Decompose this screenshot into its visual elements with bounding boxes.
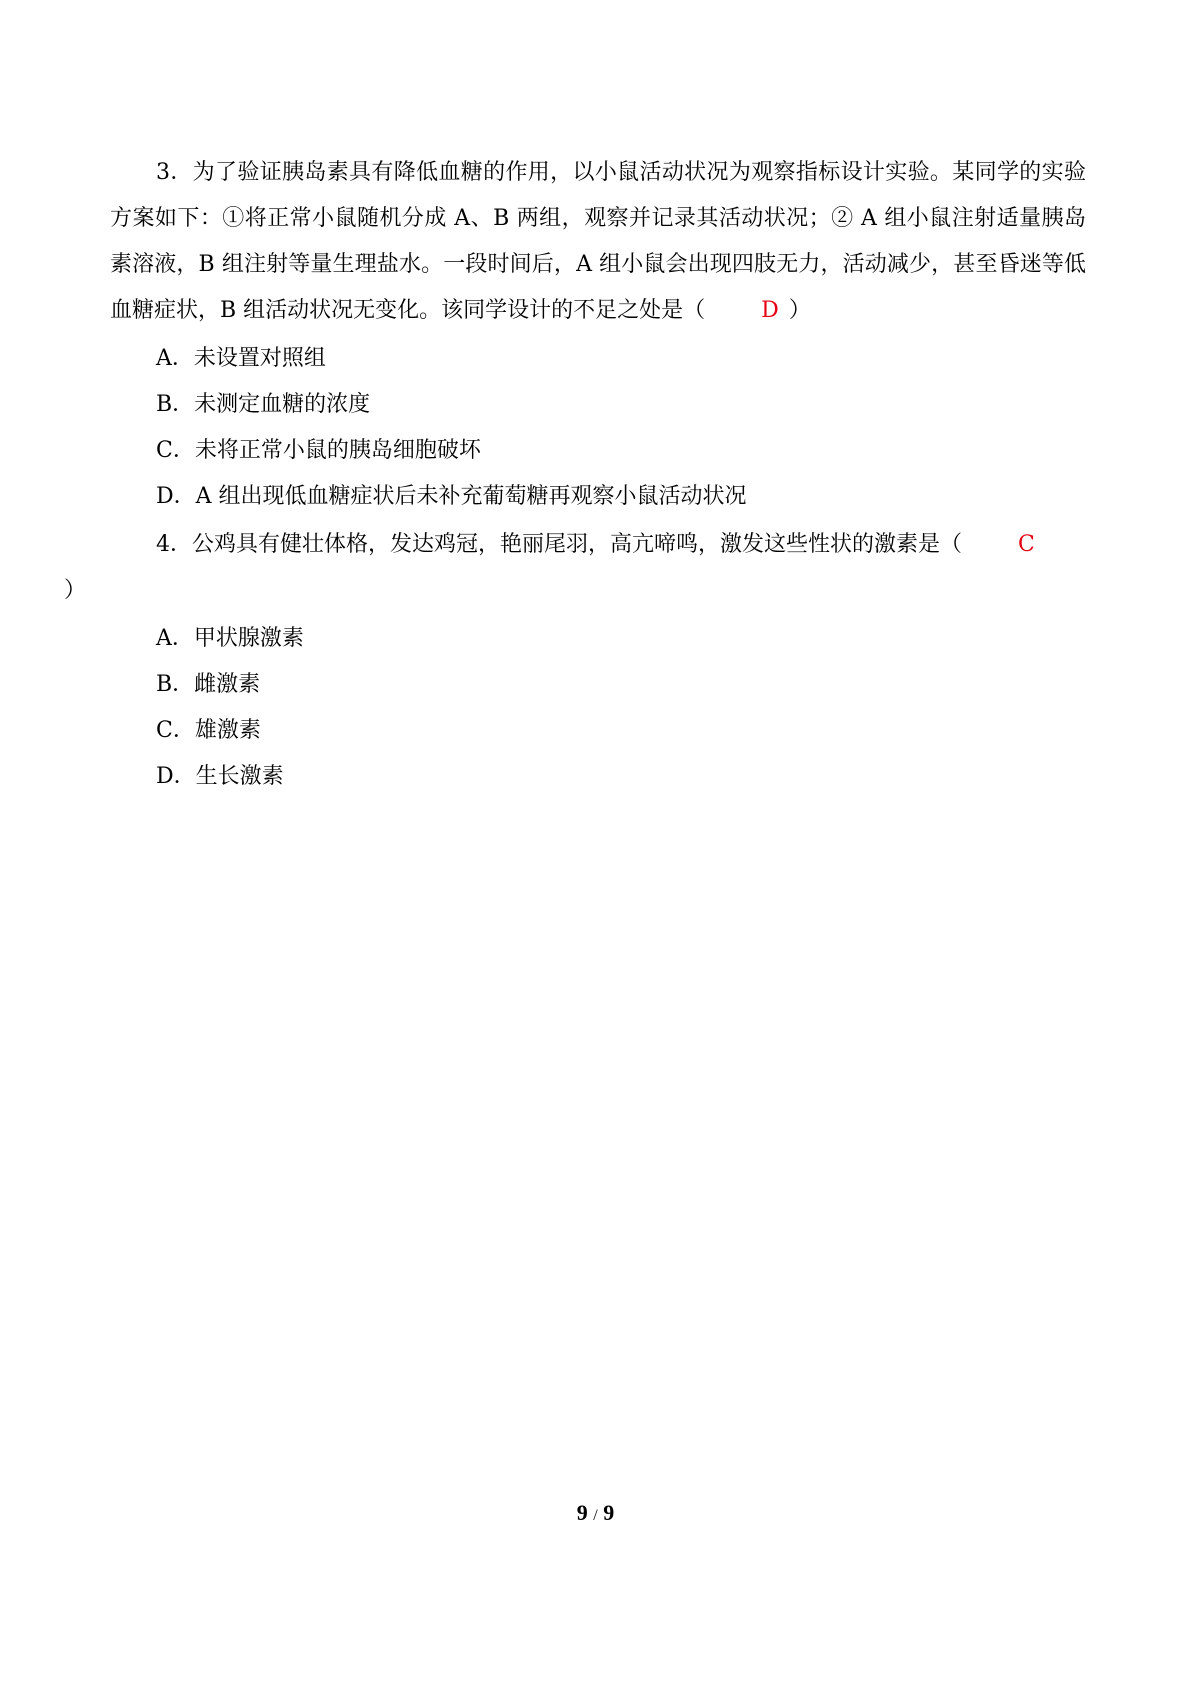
page-number-separator: / — [593, 1507, 598, 1524]
question-3-option-a: A．未设置对照组 — [156, 346, 326, 371]
question-4-text: 4．公鸡具有健壮体格，发达鸡冠，艳丽尾羽，高亢啼鸣，激发这些性状的激素是（ — [156, 532, 962, 557]
question-4-option-d: D．生长激素 — [156, 764, 284, 789]
question-4-closing-paren: ） — [64, 578, 87, 603]
question-3-options — [110, 336, 1086, 520]
question-4-options — [110, 616, 1086, 800]
question-4-option-a: A．甲状腺激素 — [156, 626, 304, 651]
page-number — [0, 1500, 1191, 1526]
question-3-closing-paren: ） — [788, 298, 811, 323]
question-3-answer: D — [761, 298, 779, 323]
question-4-option-c: C．雄激素 — [156, 718, 261, 743]
question-3-option-b: B．未测定血糖的浓度 — [156, 392, 371, 417]
page-number-current: 9 — [576, 1500, 588, 1525]
page-number-total: 9 — [603, 1500, 615, 1525]
question-3-text: 3．为了验证胰岛素具有降低血糖的作用，以小鼠活动状况为观察指标设计实验。某同学的实验方案如下：①将正常小鼠随机分成 A、B 两组，观察并记录其活动状况；② A 组小鼠注射适量胰岛素溶液，B 组注射等量生理盐水。一段时间后，A 组小鼠会出现四肢无力，活动减少，甚至昏迷等低血糖症状，B 组活动状况无变化。该同学设计的不足之处是（ — [110, 160, 1086, 323]
question-4-answer: C — [1018, 532, 1035, 557]
question-3-option-d: D．A 组出现低血糖症状后未补充葡萄糖再观察小鼠活动状况 — [156, 484, 747, 509]
question-3-stem — [110, 150, 1086, 334]
question-3-option-c: C．未将正常小鼠的胰岛细胞破坏 — [156, 438, 481, 463]
question-4-option-b: B．雌激素 — [156, 672, 261, 697]
question-4-stem — [64, 522, 1086, 614]
